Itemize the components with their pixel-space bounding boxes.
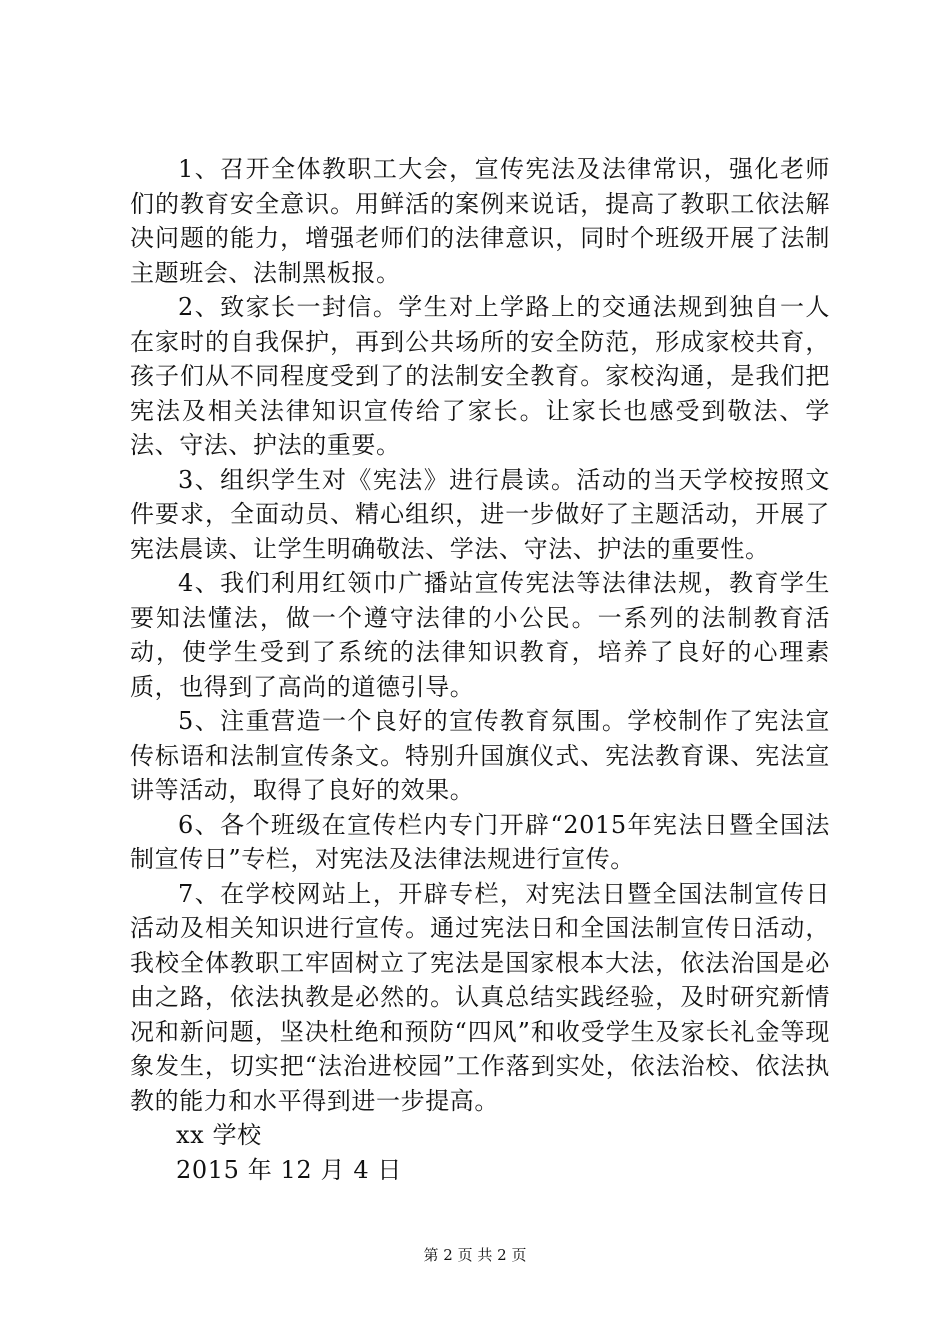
- signature-school: xx 学校: [176, 1121, 262, 1149]
- paragraph-4: 4、我们利用红领巾广播站宣传宪法等法律法规，教育学生要知法懂法，做一个遵守法律的小公民。一系列的法制教育活动，使学生受到了系统的法律知识教育，培养了良好的心理素质，也得到了高尚的道德引导。: [130, 569, 830, 701]
- document-body: [130, 152, 830, 1187]
- signature-date: 2015 年 12 月 4 日: [176, 1155, 403, 1184]
- paragraph-5: 5、注重营造一个良好的宣传教育氛围。学校制作了宪法宣传标语和法制宣传条文。特别升国旗仪式、宪法教育课、宪法宣讲等活动，取得了良好的效果。: [130, 707, 830, 804]
- page-footer: 第 2 页 共 2 页: [423, 1246, 527, 1264]
- paragraph-7: 7、在学校网站上，开辟专栏，对宪法日暨全国法制宣传日活动及相关知识进行宣传。通过宪法日和全国法制宣传日活动，我校全体教职工牢固树立了宪法是国家根本大法，依法治国是必由之路，依法执教是必然的。认真总结实践经验，及时研究新情况和新问题，坚决杜绝和预防“四风”和收受学生及家长礼金等现象发生，切实把“法治进校园”工作落到实处，依法治校、依法执教的能力和水平得到进一步提高。: [130, 879, 830, 1115]
- paragraph-6: 6、各个班级在宣传栏内专门开辟“2015年宪法日暨全国法制宣传日”专栏，对宪法及法律法规进行宣传。: [130, 810, 830, 873]
- paragraph-2: 2、致家长一封信。学生对上学路上的交通法规到独自一人在家时的自我保护，再到公共场所的安全防范，形成家校共育，孩子们从不同程度受到了的法制安全教育。家校沟通，是我们把宪法及相关法律知识宣传给了家长。让家长也感受到敬法、学法、守法、护法的重要。: [130, 293, 830, 459]
- paragraph-3: 3、组织学生对《宪法》进行晨读。活动的当天学校按照文件要求，全面动员、精心组织，进一步做好了主题活动，开展了宪法晨读、让学生明确敬法、学法、守法、护法的重要性。: [130, 465, 830, 563]
- paragraph-1: 1、召开全体教职工大会，宣传宪法及法律常识，强化老师们的教育安全意识。用鲜活的案例来说话，提高了教职工依法解决问题的能力，增强老师们的法律意识，同时个班级开展了法制主题班会、法制黑板报。: [130, 155, 830, 287]
